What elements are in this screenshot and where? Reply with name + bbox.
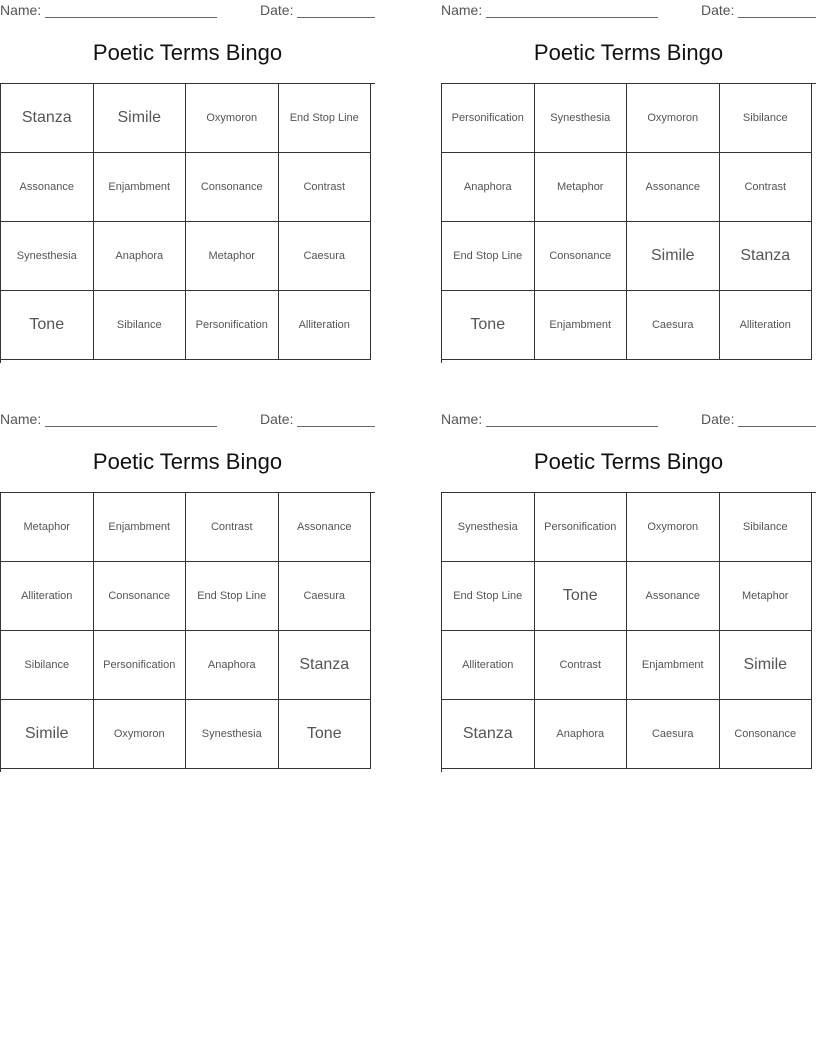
bingo-cell[interactable]: Caesura bbox=[627, 700, 720, 769]
date-field[interactable] bbox=[297, 426, 375, 427]
date-field[interactable] bbox=[297, 17, 375, 18]
bingo-cell[interactable]: Anaphora bbox=[442, 153, 535, 222]
card-header bbox=[0, 409, 375, 431]
bingo-grid bbox=[441, 83, 816, 363]
bingo-cell[interactable]: Tone bbox=[279, 700, 372, 769]
bingo-cell[interactable]: End Stop Line bbox=[186, 562, 279, 631]
bingo-cell[interactable]: Contrast bbox=[186, 493, 279, 562]
date-field[interactable] bbox=[738, 426, 816, 427]
card-title: Poetic Terms Bingo bbox=[92, 40, 283, 65]
bingo-cell[interactable]: Contrast bbox=[535, 631, 628, 700]
bingo-cell[interactable]: Enjambment bbox=[94, 153, 187, 222]
card-header bbox=[441, 0, 816, 22]
bingo-cell[interactable]: End Stop Line bbox=[279, 84, 372, 153]
bingo-cell[interactable]: Anaphora bbox=[535, 700, 628, 769]
name-field[interactable] bbox=[45, 426, 217, 427]
name-field[interactable] bbox=[486, 426, 658, 427]
name-field[interactable] bbox=[486, 17, 658, 18]
bingo-cell[interactable]: Consonance bbox=[186, 153, 279, 222]
bingo-cell[interactable]: Consonance bbox=[94, 562, 187, 631]
bingo-cell[interactable]: Alliteration bbox=[1, 562, 94, 631]
bingo-cell[interactable]: Assonance bbox=[1, 153, 94, 222]
bingo-cell[interactable]: Caesura bbox=[627, 291, 720, 360]
name-field[interactable] bbox=[45, 17, 217, 18]
bingo-grid bbox=[0, 492, 375, 772]
card-header bbox=[0, 0, 375, 22]
name-label: Name: bbox=[441, 411, 483, 427]
bingo-cell[interactable]: Stanza bbox=[720, 222, 813, 291]
bingo-cell[interactable]: Sibilance bbox=[1, 631, 94, 700]
bingo-card bbox=[0, 409, 375, 773]
bingo-cell[interactable]: Personification bbox=[535, 493, 628, 562]
name-label: Name: bbox=[441, 2, 483, 18]
bingo-cell[interactable]: Assonance bbox=[627, 562, 720, 631]
bingo-cell[interactable]: Contrast bbox=[279, 153, 372, 222]
date-label: Date: bbox=[260, 411, 294, 427]
bingo-cell[interactable]: Metaphor bbox=[535, 153, 628, 222]
bingo-cell[interactable]: Caesura bbox=[279, 562, 372, 631]
bingo-cell[interactable]: Simile bbox=[720, 631, 813, 700]
bingo-card bbox=[441, 0, 816, 364]
bingo-cell[interactable]: Anaphora bbox=[186, 631, 279, 700]
bingo-cell[interactable]: Tone bbox=[535, 562, 628, 631]
name-label: Name: bbox=[0, 411, 42, 427]
bingo-cell[interactable]: Tone bbox=[442, 291, 535, 360]
bingo-cell[interactable]: Personification bbox=[442, 84, 535, 153]
bingo-cell[interactable]: Assonance bbox=[279, 493, 372, 562]
bingo-grid bbox=[0, 83, 375, 363]
name-label: Name: bbox=[0, 2, 42, 18]
bingo-cell[interactable]: Simile bbox=[1, 700, 94, 769]
bingo-cell[interactable]: Anaphora bbox=[94, 222, 187, 291]
bingo-cell[interactable]: Consonance bbox=[535, 222, 628, 291]
bingo-cell[interactable]: Personification bbox=[94, 631, 187, 700]
bingo-cell[interactable]: Enjambment bbox=[94, 493, 187, 562]
bingo-cell[interactable]: Metaphor bbox=[186, 222, 279, 291]
bingo-cell[interactable]: Oxymoron bbox=[627, 84, 720, 153]
bingo-cell[interactable]: Alliteration bbox=[279, 291, 372, 360]
bingo-cell[interactable]: Synesthesia bbox=[1, 222, 94, 291]
bingo-cell[interactable]: Alliteration bbox=[720, 291, 813, 360]
bingo-cell[interactable]: Synesthesia bbox=[535, 84, 628, 153]
bingo-cell[interactable]: Tone bbox=[1, 291, 94, 360]
bingo-cell[interactable]: Oxymoron bbox=[186, 84, 279, 153]
card-title: Poetic Terms Bingo bbox=[92, 449, 283, 474]
date-label: Date: bbox=[701, 411, 735, 427]
date-label: Date: bbox=[701, 2, 735, 18]
bingo-cell[interactable]: Sibilance bbox=[720, 84, 813, 153]
bingo-cell[interactable]: Metaphor bbox=[720, 562, 813, 631]
bingo-card bbox=[0, 0, 375, 364]
bingo-cell[interactable]: Contrast bbox=[720, 153, 813, 222]
bingo-cell[interactable]: Sibilance bbox=[94, 291, 187, 360]
bingo-cell[interactable]: Oxymoron bbox=[627, 493, 720, 562]
bingo-cell[interactable]: Metaphor bbox=[1, 493, 94, 562]
bingo-cell[interactable]: Synesthesia bbox=[186, 700, 279, 769]
bingo-cell[interactable]: Stanza bbox=[279, 631, 372, 700]
bingo-cell[interactable]: Assonance bbox=[627, 153, 720, 222]
bingo-cell[interactable]: Sibilance bbox=[720, 493, 813, 562]
bingo-cell[interactable]: Enjambment bbox=[535, 291, 628, 360]
bingo-cell[interactable]: Stanza bbox=[442, 700, 535, 769]
bingo-cell[interactable]: Stanza bbox=[1, 84, 94, 153]
bingo-cell[interactable]: Personification bbox=[186, 291, 279, 360]
bingo-cell[interactable]: End Stop Line bbox=[442, 562, 535, 631]
bingo-cell[interactable]: Caesura bbox=[279, 222, 372, 291]
bingo-cell[interactable]: Oxymoron bbox=[94, 700, 187, 769]
card-title: Poetic Terms Bingo bbox=[533, 40, 724, 65]
card-title: Poetic Terms Bingo bbox=[533, 449, 724, 474]
date-field[interactable] bbox=[738, 17, 816, 18]
bingo-card bbox=[441, 409, 816, 773]
card-header bbox=[441, 409, 816, 431]
bingo-cell[interactable]: End Stop Line bbox=[442, 222, 535, 291]
date-label: Date: bbox=[260, 2, 294, 18]
bingo-cell[interactable]: Simile bbox=[627, 222, 720, 291]
bingo-cell[interactable]: Synesthesia bbox=[442, 493, 535, 562]
bingo-cell[interactable]: Simile bbox=[94, 84, 187, 153]
bingo-cell[interactable]: Alliteration bbox=[442, 631, 535, 700]
bingo-cell[interactable]: Consonance bbox=[720, 700, 813, 769]
bingo-grid bbox=[441, 492, 816, 772]
bingo-cell[interactable]: Enjambment bbox=[627, 631, 720, 700]
